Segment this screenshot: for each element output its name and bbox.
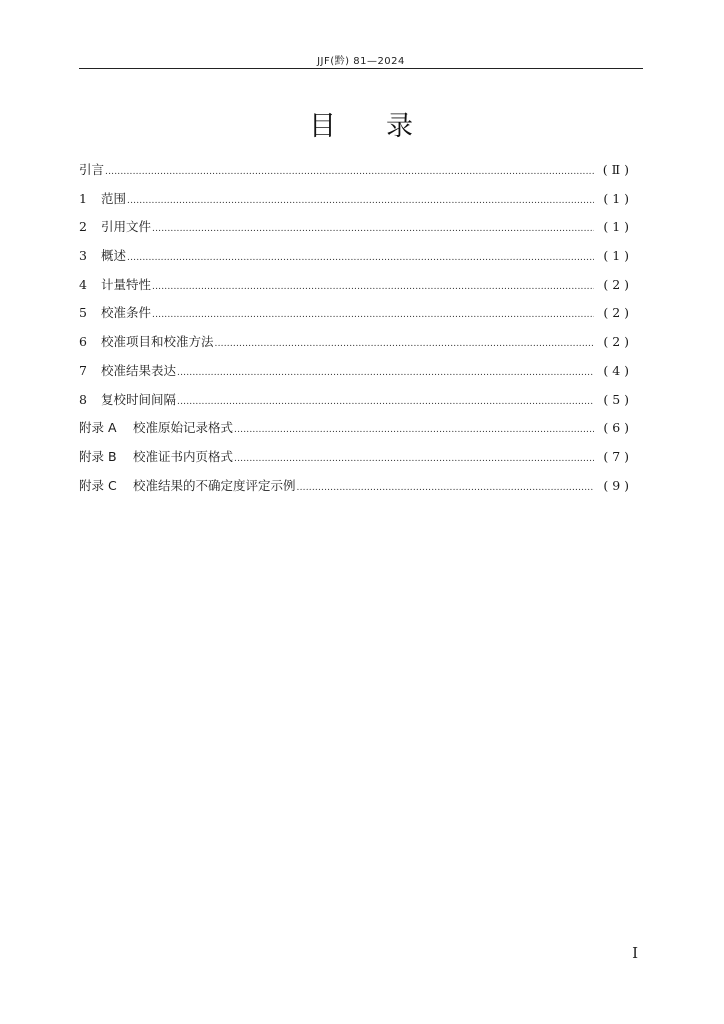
- toc-number: 4: [79, 276, 87, 292]
- toc-leader: [215, 339, 594, 349]
- toc-number: 8: [79, 391, 87, 407]
- toc-entry-preface[interactable]: [79, 160, 629, 189]
- toc-leader: [234, 454, 594, 464]
- toc-number: 2: [79, 219, 87, 235]
- toc-leader: [152, 310, 594, 320]
- toc-entry-5[interactable]: [79, 303, 629, 332]
- toc-leader: [105, 167, 594, 177]
- toc-label: 范围: [101, 190, 127, 206]
- toc-entry-8[interactable]: [79, 390, 629, 419]
- toc-page-number: ( 9 ): [603, 477, 629, 493]
- toc-page-number: ( 5 ): [603, 391, 629, 407]
- toc-leader: [152, 282, 594, 292]
- toc-entry-6[interactable]: [79, 332, 629, 361]
- toc-number: 7: [79, 362, 87, 378]
- toc-label: 校准原始记录格式: [133, 420, 234, 436]
- toc-label: 概述: [101, 248, 127, 264]
- toc-number: 6: [79, 334, 87, 350]
- toc-entry-7[interactable]: [79, 361, 629, 390]
- toc-label: 校准结果的不确定度评定示例: [133, 477, 296, 493]
- toc-page-number: ( 4 ): [603, 362, 629, 378]
- toc-label: 校准结果表达: [101, 362, 177, 378]
- toc-entry-2[interactable]: [79, 217, 629, 246]
- toc-leader: [177, 368, 594, 378]
- toc-page-number: ( 7 ): [603, 448, 629, 464]
- toc-page-number: ( 6 ): [603, 420, 629, 436]
- header-rule: [79, 68, 643, 69]
- toc-number: 附录 C: [79, 477, 117, 493]
- toc-label: 校准项目和校准方法: [101, 334, 214, 350]
- toc-number: 5: [79, 305, 87, 321]
- toc-leader: [297, 483, 594, 493]
- toc-label: 计量特性: [101, 276, 152, 292]
- running-header: JJF(黔) 81—2024: [317, 56, 405, 67]
- page-folio: Ⅰ: [632, 944, 638, 962]
- toc-number: 3: [79, 248, 87, 264]
- toc-label: 校准条件: [101, 305, 152, 321]
- toc-page-number: ( Ⅱ ): [602, 162, 629, 177]
- toc-label: 引用文件: [101, 219, 152, 235]
- toc-entry-appendix-b[interactable]: [79, 447, 629, 476]
- toc-entry-appendix-c[interactable]: [79, 476, 629, 505]
- table-of-contents: [79, 160, 629, 504]
- toc-page-number: ( 2 ): [603, 276, 629, 292]
- toc-number: 1: [79, 190, 87, 206]
- toc-leader: [127, 196, 594, 206]
- toc-page-number: ( 1 ): [603, 190, 629, 206]
- page-title: 目录: [309, 111, 463, 142]
- toc-leader: [234, 425, 594, 435]
- toc-entry-3[interactable]: [79, 246, 629, 275]
- toc-leader: [127, 253, 594, 263]
- toc-label: 校准证书内页格式: [133, 448, 234, 464]
- toc-entry-1[interactable]: [79, 189, 629, 218]
- toc-number: 附录 A: [79, 420, 117, 436]
- toc-entry-4[interactable]: [79, 275, 629, 304]
- toc-leader: [152, 224, 594, 234]
- toc-page-number: ( 1 ): [603, 219, 629, 235]
- toc-page-number: ( 2 ): [603, 334, 629, 350]
- toc-label: 复校时间间隔: [101, 391, 177, 407]
- toc-label: 引言: [79, 162, 105, 177]
- toc-leader: [177, 397, 594, 407]
- toc-page-number: ( 2 ): [603, 305, 629, 321]
- toc-entry-appendix-a[interactable]: [79, 418, 629, 447]
- toc-page-number: ( 1 ): [603, 248, 629, 264]
- toc-number: 附录 B: [79, 448, 117, 464]
